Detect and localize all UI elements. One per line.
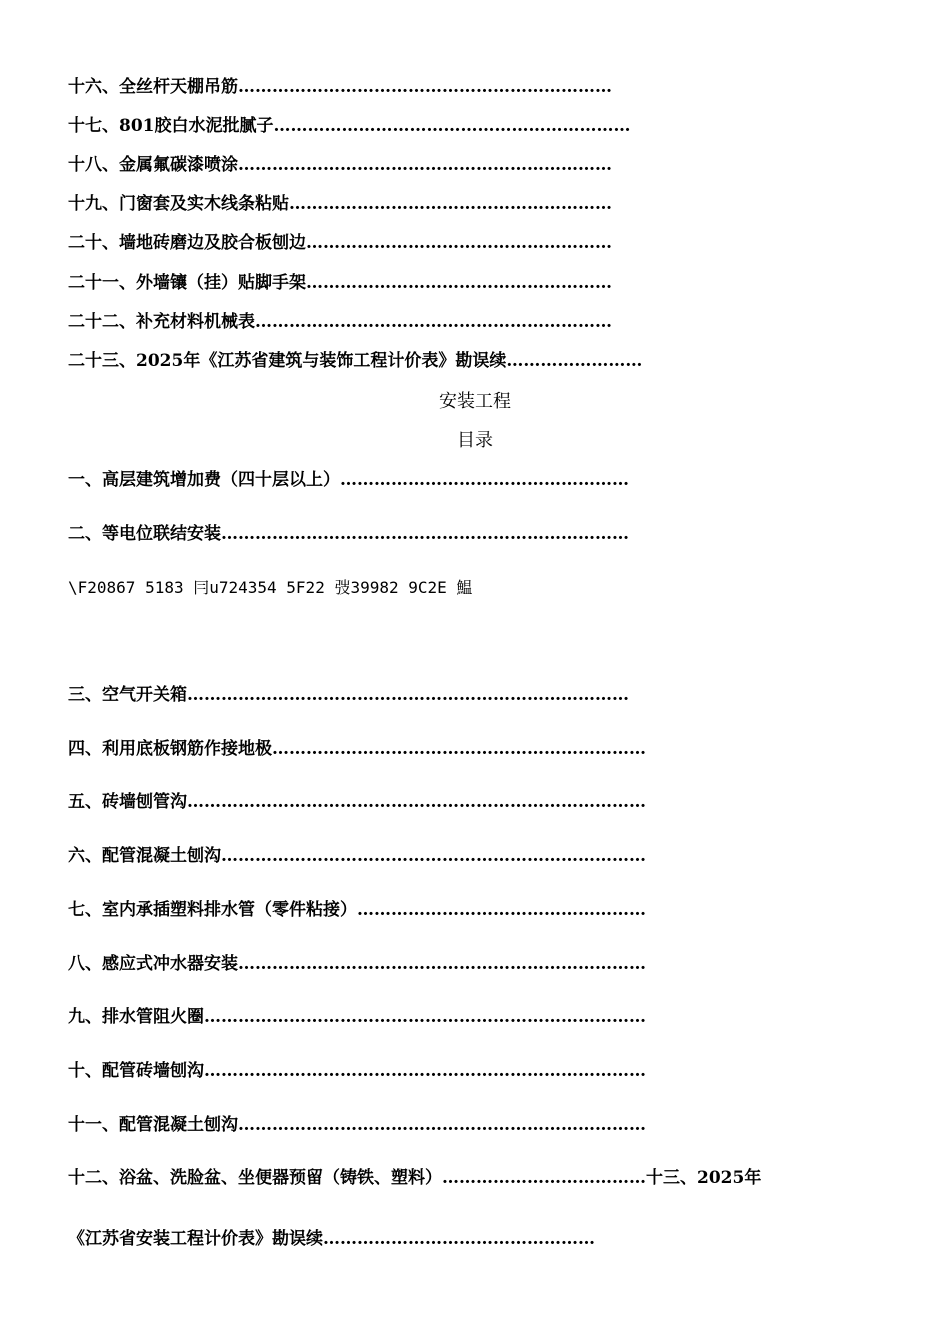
section-subtitle: 目录 xyxy=(457,430,493,451)
install-entry-11: 十一、配管混凝土刨沟……………………………………………………………… xyxy=(68,1115,646,1135)
install-entry-1: 一、高层建筑增加费（四十层以上）…………………………………………… xyxy=(68,470,629,490)
toc-entry-21: 二十一、外墙镶（挂）贴脚手架……………………………………………… xyxy=(68,273,612,293)
install-entry-4: 四、利用底板钢筋作接地极………………………………………………………… xyxy=(68,739,646,759)
install-entry-7: 七、室内承插塑料排水管（零件粘接）…………………………………………… xyxy=(68,900,646,920)
toc-entry-23: 二十三、2025年《江苏省建筑与装饰工程计价表》勘误续…………………… xyxy=(68,351,643,371)
install-entry-6: 六、配管混凝土刨沟………………………………………………………………… xyxy=(68,846,646,866)
install-entry-10: 十、配管砖墙刨沟…………………………………………………………………… xyxy=(68,1061,646,1081)
toc-entry-18: 十八、金属氟碳漆喷涂………………………………………………………… xyxy=(68,155,612,175)
install-entry-12: 十二、浴盆、洗脸盆、坐便器预留（铸铁、塑料）………………………………十三、2025年 xyxy=(68,1168,762,1188)
toc-entry-20: 二十、墙地砖磨边及胶合板刨边……………………………………………… xyxy=(68,233,612,253)
toc-entry-17: 十七、801胶白水泥批腻子……………………………………………………… xyxy=(68,116,631,136)
install-entry-8: 八、感应式冲水器安装……………………………………………………………… xyxy=(68,954,646,974)
garbled-text-line: \F20867 5183 冃u724354 5F22 弢39982 9C2E 鰛 xyxy=(68,578,473,597)
section-title: 安装工程 xyxy=(439,391,511,412)
toc-entry-19: 十九、门窗套及实木线条粘贴………………………………………………… xyxy=(68,194,612,214)
install-entry-9: 九、排水管阻火圈…………………………………………………………………… xyxy=(68,1007,646,1027)
install-entry-2: 二、等电位联结安装……………………………………………………………… xyxy=(68,524,629,544)
install-entry-5: 五、砖墙刨管沟……………………………………………………………………… xyxy=(68,792,646,812)
install-entry-3: 三、空气开关箱…………………………………………………………………… xyxy=(68,685,629,705)
install-entry-13-continued: 《江苏省安装工程计价表》勘误续………………………………………… xyxy=(68,1229,595,1249)
toc-entry-16: 十六、全丝杆天棚吊筋………………………………………………………… xyxy=(68,77,612,97)
toc-entry-22: 二十二、补充材料机械表……………………………………………………… xyxy=(68,312,612,332)
